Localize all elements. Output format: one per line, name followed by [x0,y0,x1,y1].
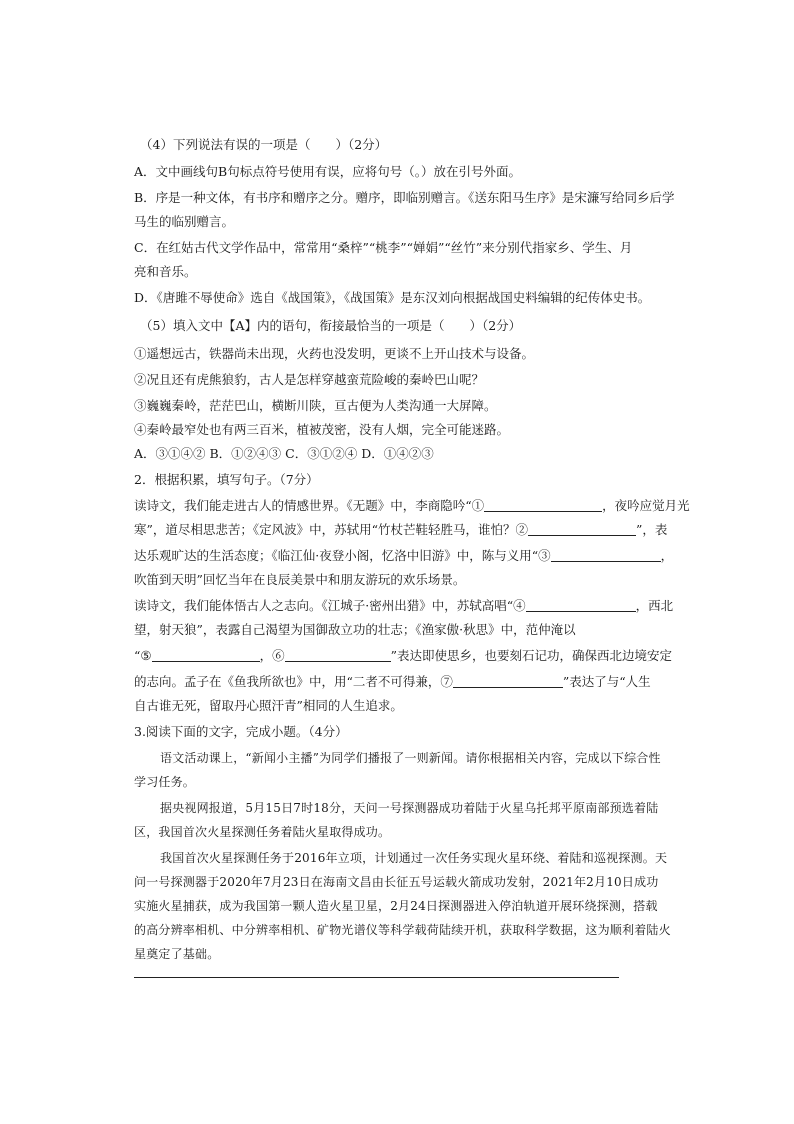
q2-p2-line3-text-mid: ，⑥ [259,648,285,663]
q2-p1-line2 [134,522,667,538]
q2-p1-line1 [134,498,690,514]
q5-sentence-4: ④秦岭最窄处也有两三百米，植被茂密，没有人烟，完全可能迷路。 [134,422,510,437]
q4-option-d: D．《唐雎不辱使命》选自《战国策》，《战国策》是东汉刘向根据战国史料编辑的纪传体史书。 [134,290,651,305]
q2-p1-line2-text: 寒”，道尽相思悲苦；《定风波》中，苏轼用“竹杖芒鞋轻胜马，谁怕？② [134,522,529,537]
q4-option-b-line2: 马生的临别赠言。 [134,214,235,229]
q2-stem: 2．根据积累，填写句子。（7分） [134,472,319,487]
fill-blank-1[interactable] [484,499,602,512]
q4-option-b-line1: B．序是一种文体，有书序和赠序之分。赠序，即临别赠言。《送东阳马生序》是宋濂写给同乡后学 [134,190,675,205]
q3-stem: 3.阅读下面的文字，完成小题。（4分） [134,724,348,739]
q2-p2-line1-text-end: ，西北 [635,598,674,613]
q2-p2-line3-text: “⑤ [134,648,152,663]
q3-intro-line1: 语文活动课上，“新闻小主播”为同学们播报了一则新闻。请你根据相关内容，完成以下综合性 [160,751,661,765]
fill-blank-4[interactable] [526,599,636,612]
q2-p1-line3-text-end: ， [660,548,674,563]
q4-option-a: A．文中画线句B句标点符号使用有误，应将句号（。）放在引号外面。 [134,164,521,179]
answer-line[interactable] [134,977,619,978]
q2-p2-line5: 自古谁无死，留取丹心照汗青”相同的人生追求。 [134,698,403,713]
q2-p2-line1 [134,598,673,614]
q5-options: A．③①④② B．①②④③ C．③①②④ D．①④②③ [134,446,434,461]
fill-blank-3[interactable] [551,549,661,562]
q4-option-c-line2: 亮和音乐。 [134,264,197,279]
q5-sentence-3: ③巍巍秦岭，茫茫巴山，横断川陕，亘古便为人类沟通一大屏障。 [134,398,497,413]
q2-p2-line2: 望，射天狼”，表露自己渴望为国御敌立功的壮志；《渔家傲·秋思》中，范仲淹以 [134,622,576,637]
q2-p1-line3 [134,548,673,564]
q3-news2-line4: 的高分辨率相机、中分辨率相机、矿物光谱仪等科学载荷陆续开机，获取科学数据，这为顺利着陆火 [134,923,671,937]
q3-news2-line2: 问一号探测器于2020年7月23日在海南文昌由长征五号运载火箭成功发射，2021年2月10日成功 [134,875,659,889]
q3-news2-line3: 实施火星捕获，成为我国第一颗人造火星卫星，2月24日探测器进入停泊轨道开展环绕探测，搭载 [134,899,658,913]
q2-p1-line2-text-end: ”，表 [636,522,668,537]
q3-news2-line1: 我国首次火星探测任务于2016年立项，计划通过一次任务实现火星环绕、着陆和巡视探测。天 [160,851,668,865]
q2-p1-line4: 吹笛到天明”回忆当年在良辰美景中和朋友游玩的欢乐场景。 [134,572,466,587]
q2-p2-line3 [134,648,672,664]
q2-p2-line4-text: 的志向。孟子在《鱼我所欲也》中，用“二者不可得兼，⑦ [134,674,453,689]
fill-blank-5[interactable] [152,649,260,662]
fill-blank-2[interactable] [528,523,636,536]
q2-p1-line3-text: 达乐观旷达的生活态度；《临江仙·夜登小阁，忆洛中旧游》中，陈与义用“③ [134,548,551,563]
q3-news1-line1: 据央视网报道，5月15日7时18分，天问一号探测器成功着陆于火星乌托邦平原南部预选着陆 [160,801,659,815]
fill-blank-6[interactable] [285,649,391,662]
q3-news2-line5: 星奠定了基础。 [134,947,220,961]
q2-p1-line1-text-end: ，夜吟应觉月光 [602,498,690,513]
q3-intro-line2: 学习任务。 [134,775,196,789]
q2-p1-line1-text: 读诗文，我们能走进古人的情感世界。《无题》中，李商隐吟“① [134,498,485,513]
q5-stem: （5）填入文中【A】内的语句，衔接最恰当的一项是（ ）（2分） [140,318,522,333]
q3-news1-line2: 区，我国首次火星探测任务着陆火星取得成功。 [134,825,391,839]
q2-p2-line1-text: 读诗文，我们能体悟古人之志向。《江城子·密州出猎》中，苏轼高唱“④ [134,598,526,613]
q5-sentence-2: ②况且还有虎熊狼豹，古人是怎样穿越蛮荒险峻的秦岭巴山呢？ [134,372,485,387]
q4-option-c-line1: C．在红姑古代文学作品中，常常用“桑梓”“桃李”“婵娟”“丝竹”来分别代指家乡、学生、月 [134,240,633,255]
fill-blank-7[interactable] [453,675,563,688]
q2-p2-line3-text-end: ”表达即使思乡，也要刻石记功，确保西北边境安定 [390,648,673,663]
q2-p2-line4 [134,674,651,690]
q4-stem: （4）下列说法有误的一项是（ ）（2分） [140,137,388,152]
q5-sentence-1: ①遥想远古，铁器尚未出现，火药也没发明，更谈不上开山技术与设备。 [134,346,535,361]
q2-p2-line4-text-end: ”表达了与“人生 [562,674,651,689]
